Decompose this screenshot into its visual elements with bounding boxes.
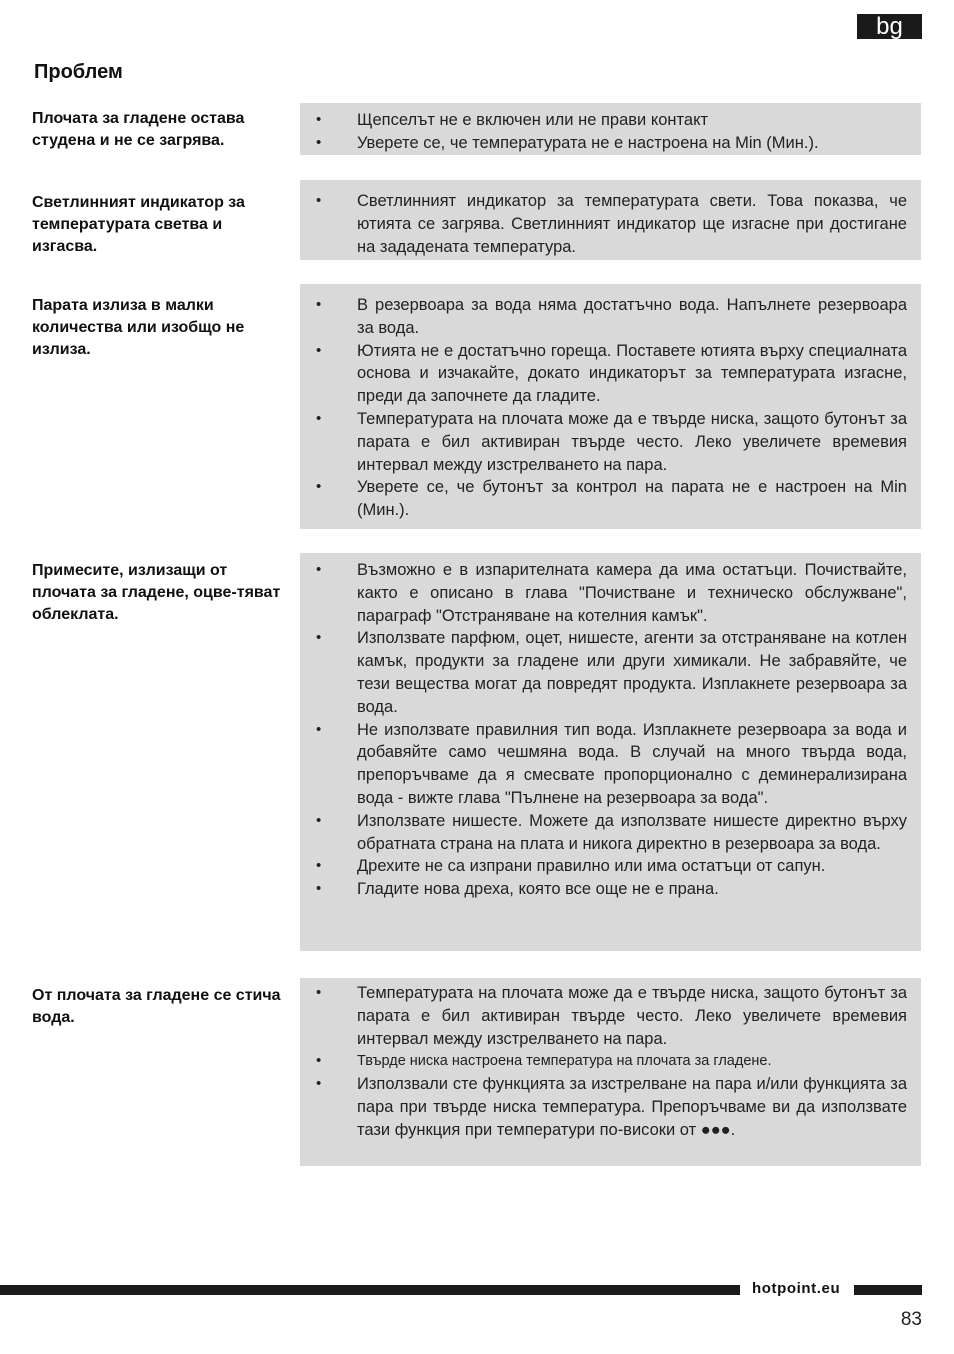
solution-text: Светлинният индикатор за температурата свети. Това показва, че ютията се загрява. Светлинният индикатор ще изгасне при достигане на зададената температура. bbox=[357, 192, 907, 256]
solution-text: Температурата на плочата може да е твърде ниска, защото бутонът за парата е бил активиран твърде често. Леко увеличете времевия интервал между изстрелването на пара. bbox=[357, 984, 907, 1048]
solution-item bbox=[316, 294, 907, 340]
solution-text: Уверете се, че температурата не е настроена на Min (Мин.). bbox=[357, 133, 819, 152]
bullet-icon: • bbox=[316, 984, 322, 1001]
bullet-icon: • bbox=[316, 409, 322, 427]
problem-label: Плочата за гладене остава студена и не се загрява. bbox=[32, 110, 245, 149]
solution-box bbox=[300, 180, 921, 260]
solution-item bbox=[316, 878, 907, 901]
solution-item bbox=[316, 476, 907, 522]
bullet-icon: • bbox=[316, 133, 322, 151]
bullet-icon: • bbox=[316, 111, 322, 128]
solution-item bbox=[316, 982, 907, 1050]
bullet-icon: • bbox=[316, 880, 322, 898]
solution-text: В резервоара за вода няма достатъчно вода. Напълнете резервоара за вода. bbox=[357, 296, 907, 337]
solution-item bbox=[316, 1050, 907, 1073]
language-badge: bg bbox=[857, 14, 922, 39]
solution-text: Не използвате правилния тип вода. Изплакнете резервоара за вода и добавяйте само чешмяна вода. В случай на много твърда вода, препоръчваме да я смесвате пропорционално с деминерализирана вода - вижте глава "Пълнене на резервоара за вода". bbox=[357, 720, 907, 807]
solution-item bbox=[316, 1073, 907, 1141]
problem-label: Парата излиза в малки количества или изобщо не излиза. bbox=[32, 297, 245, 358]
solution-text: Използвали сте функцията за изстрелване на пара и/или функцията за пара при твърде ниска температура. Препоръчваме ви да използвате тази функция при температури по-високи от ●●●. bbox=[357, 1075, 907, 1139]
solution-item bbox=[316, 627, 907, 718]
bullet-icon: • bbox=[316, 629, 322, 647]
solution-item bbox=[316, 719, 907, 810]
solution-item bbox=[316, 559, 907, 627]
problem-label: От плочата за гладене се стича вода. bbox=[32, 987, 281, 1026]
bullet-icon: • bbox=[316, 1052, 322, 1070]
footer-rule-left bbox=[0, 1285, 740, 1295]
solution-text: Температурата на плочата може да е твърде ниска, защото бутонът за парата е бил активиран твърде често. Леко увеличете времевия интервал между изстрелването на пара. bbox=[357, 409, 907, 474]
solution-box bbox=[300, 284, 921, 529]
bullet-icon: • bbox=[316, 561, 322, 578]
bullet-icon: • bbox=[316, 1075, 322, 1093]
solution-box bbox=[300, 553, 921, 951]
solution-text: Гладите нова дреха, която все още не е прана. bbox=[357, 880, 719, 899]
solution-box bbox=[300, 103, 921, 155]
solution-item bbox=[316, 408, 907, 476]
bullet-icon: • bbox=[316, 478, 322, 496]
bullet-icon: • bbox=[316, 296, 322, 313]
bullet-icon: • bbox=[316, 341, 322, 359]
bullet-icon: • bbox=[316, 192, 322, 209]
footer-rule-right bbox=[854, 1285, 922, 1295]
page-title: Проблем bbox=[34, 61, 123, 83]
solution-text: Възможно е в изпарителната камера да има остатъци. Почиствайте, както е описано в глава "Почистване и техническо обслужване", параграф "Отстраняване на котелния камък". bbox=[357, 561, 907, 625]
solution-text: Използвате парфюм, оцет, нишесте, агенти за отстраняване на котлен камък, продукти за гладене или други химикали. Не забравяйте, че тези вещества могат да повредят продукта. Изплакнете резервоара за вода. bbox=[357, 629, 907, 716]
solution-item bbox=[316, 190, 907, 258]
page-number: 83 bbox=[900, 1309, 922, 1330]
solution-text: Щепселът не е включен или не прави контакт bbox=[357, 111, 709, 129]
solution-item bbox=[316, 340, 907, 408]
bullet-icon: • bbox=[316, 720, 322, 738]
footer-brand: hotpoint.eu bbox=[752, 1280, 841, 1297]
solution-text: Твърде ниска настроена температура на плочата за гладене. bbox=[357, 1053, 772, 1070]
bullet-icon: • bbox=[316, 857, 322, 875]
problem-label: Светлинният индикатор за температурата светва и изгасва. bbox=[32, 194, 245, 255]
solution-item bbox=[316, 109, 907, 132]
solution-text: Дрехите не са изпрани правилно или има остатъци от сапун. bbox=[357, 857, 826, 876]
solution-item bbox=[316, 810, 907, 856]
solution-item bbox=[316, 855, 907, 878]
problem-label: Примесите, излизащи от плочата за гладене, оцве-тяват облеклата. bbox=[32, 562, 281, 623]
bullet-icon: • bbox=[316, 811, 322, 829]
solution-text: Уверете се, че бутонът за контрол на парата не е настроен на Min (Мин.). bbox=[357, 478, 907, 520]
solution-text: Ютията не е достатъчно гореща. Поставете ютията върху специалната основа и изчакайте, докато индикаторът за температурата изгасне, преди да започнете да гладите. bbox=[357, 341, 907, 406]
solution-item bbox=[316, 132, 907, 155]
solution-box bbox=[300, 978, 921, 1166]
solution-text: Използвате нишесте. Можете да използвате нишесте директно върху обратната страна на плата и никога директно в резервоара за вода. bbox=[357, 811, 907, 853]
